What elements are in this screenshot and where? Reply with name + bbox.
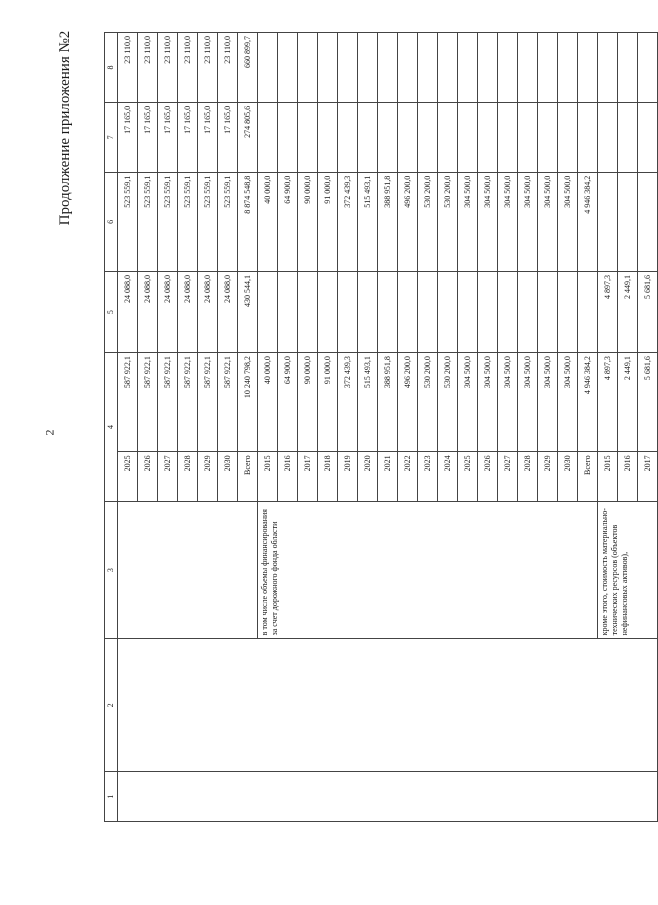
value-cell-c5: 4 897,3 <box>598 271 618 352</box>
value-cell-c8: 23 110,0 <box>218 33 238 103</box>
year-cell: 2027 <box>498 452 518 502</box>
value-cell-c4: 515 493,1 <box>358 353 378 452</box>
value-cell-c8 <box>558 33 578 103</box>
value-cell-c4: 304 500,0 <box>478 353 498 452</box>
value-cell-c4: 2 449,1 <box>618 353 638 452</box>
value-cell-c5 <box>298 271 318 352</box>
year-cell: 2026 <box>138 452 158 502</box>
value-cell-c8 <box>458 33 478 103</box>
value-cell-c8: 23 110,0 <box>158 33 178 103</box>
value-cell-c8 <box>618 33 638 103</box>
value-cell-c8: 660 899,7 <box>238 33 258 103</box>
value-cell-c7: 17 165,0 <box>118 102 138 172</box>
value-cell-c4: 5 681,6 <box>638 353 658 452</box>
value-cell-c8 <box>538 33 558 103</box>
value-cell-c4: 496 200,0 <box>398 353 418 452</box>
value-cell-c6: 90 000,0 <box>298 172 318 271</box>
value-cell-c6: 523 559,1 <box>178 172 198 271</box>
header-row <box>105 33 118 822</box>
value-cell-c6: 523 559,1 <box>138 172 158 271</box>
value-cell-c6: 304 500,0 <box>558 172 578 271</box>
year-cell: Всего <box>578 452 598 502</box>
value-cell-c6: 388 951,8 <box>378 172 398 271</box>
year-cell: Всего <box>238 452 258 502</box>
value-cell-c4: 4 897,3 <box>598 353 618 452</box>
year-cell: 2028 <box>178 452 198 502</box>
year-cell: 2022 <box>398 452 418 502</box>
year-cell: 2028 <box>518 452 538 502</box>
value-cell-c6: 304 500,0 <box>478 172 498 271</box>
value-cell-c6: 40 000,0 <box>258 172 278 271</box>
value-cell-c4: 304 500,0 <box>558 353 578 452</box>
value-cell-c6: 496 200,0 <box>398 172 418 271</box>
value-cell-c7 <box>598 102 618 172</box>
appendix-title: Продолжение приложения №2 <box>57 30 73 226</box>
group-description: в том числе объемы финансирования за счет дорожного фонда области <box>258 501 598 639</box>
value-cell-c4: 530 200,0 <box>418 353 438 452</box>
value-cell-c7: 17 165,0 <box>198 102 218 172</box>
value-cell-c7 <box>278 102 298 172</box>
value-cell-c8 <box>338 33 358 103</box>
value-cell-c4: 304 500,0 <box>458 353 478 452</box>
value-cell-c6: 530 200,0 <box>418 172 438 271</box>
value-cell-c4: 304 500,0 <box>498 353 518 452</box>
value-cell-c8 <box>318 33 338 103</box>
col-header: 3 <box>105 501 118 639</box>
value-cell-c5 <box>258 271 278 352</box>
value-cell-c8 <box>418 33 438 103</box>
value-cell-c7 <box>318 102 338 172</box>
year-cell: 2027 <box>158 452 178 502</box>
year-cell: 2026 <box>478 452 498 502</box>
value-cell-c7 <box>458 102 478 172</box>
value-cell-c5 <box>478 271 498 352</box>
year-cell: 2025 <box>458 452 478 502</box>
rotated-table-frame <box>104 32 652 822</box>
year-cell: 2019 <box>338 452 358 502</box>
value-cell-c5 <box>558 271 578 352</box>
value-cell-c5 <box>518 271 538 352</box>
value-cell-c5 <box>438 271 458 352</box>
group-description: кроме этого, стоимость материально-технических ресурсов (объектов нефинансовых активов), <box>598 501 658 639</box>
value-cell-c6: 523 559,1 <box>218 172 238 271</box>
value-cell-c5 <box>338 271 358 352</box>
table-row <box>118 33 138 822</box>
value-cell-c4: 4 946 384,2 <box>578 353 598 452</box>
value-cell-c6: 523 559,1 <box>158 172 178 271</box>
value-cell-c8 <box>258 33 278 103</box>
year-cell: 2017 <box>638 452 658 502</box>
year-cell: 2015 <box>598 452 618 502</box>
value-cell-c6: 91 000,0 <box>318 172 338 271</box>
value-cell-c4: 304 500,0 <box>538 353 558 452</box>
year-cell: 2018 <box>318 452 338 502</box>
value-cell-c8 <box>278 33 298 103</box>
value-cell-c4: 91 000,0 <box>318 353 338 452</box>
col-header: 7 <box>105 102 118 172</box>
value-cell-c5 <box>578 271 598 352</box>
value-cell-c5 <box>318 271 338 352</box>
value-cell-c6: 64 900,0 <box>278 172 298 271</box>
value-cell-c5: 2 449,1 <box>618 271 638 352</box>
value-cell-c7: 274 805,6 <box>238 102 258 172</box>
year-cell: 2025 <box>118 452 138 502</box>
value-cell-c8 <box>498 33 518 103</box>
value-cell-c6: 372 439,3 <box>338 172 358 271</box>
finance-table-container <box>104 32 652 822</box>
value-cell-c7 <box>478 102 498 172</box>
value-cell-c8 <box>438 33 458 103</box>
year-cell: 2021 <box>378 452 398 502</box>
value-cell-c5 <box>278 271 298 352</box>
value-cell-c5: 24 088,0 <box>158 271 178 352</box>
value-cell-c7 <box>338 102 358 172</box>
value-cell-c5 <box>418 271 438 352</box>
year-cell: 2016 <box>278 452 298 502</box>
value-cell-c4: 587 922,1 <box>138 353 158 452</box>
value-cell-c5 <box>378 271 398 352</box>
value-cell-c8: 23 110,0 <box>198 33 218 103</box>
finance-table <box>104 32 658 822</box>
value-cell-c6: 304 500,0 <box>498 172 518 271</box>
value-cell-c7: 17 165,0 <box>178 102 198 172</box>
value-cell-c7 <box>578 102 598 172</box>
value-cell-c8: 23 110,0 <box>118 33 138 103</box>
value-cell-c7 <box>358 102 378 172</box>
year-cell: 2030 <box>218 452 238 502</box>
value-cell-c7 <box>558 102 578 172</box>
year-cell: 2016 <box>618 452 638 502</box>
value-cell-c6: 304 500,0 <box>458 172 478 271</box>
value-cell-c4: 90 000,0 <box>298 353 318 452</box>
value-cell-c5: 24 088,0 <box>178 271 198 352</box>
value-cell-c4: 587 922,1 <box>158 353 178 452</box>
value-cell-c6: 515 493,1 <box>358 172 378 271</box>
value-cell-c8 <box>518 33 538 103</box>
year-cell: 2020 <box>358 452 378 502</box>
col-1-cell <box>118 772 658 822</box>
value-cell-c6: 304 500,0 <box>518 172 538 271</box>
value-cell-c7 <box>518 102 538 172</box>
value-cell-c7 <box>638 102 658 172</box>
year-cell: 2017 <box>298 452 318 502</box>
value-cell-c5: 24 088,0 <box>138 271 158 352</box>
page-number: 2 <box>42 429 57 436</box>
value-cell-c8 <box>358 33 378 103</box>
year-cell: 2023 <box>418 452 438 502</box>
value-cell-c6: 8 874 548,8 <box>238 172 258 271</box>
value-cell-c5: 24 088,0 <box>118 271 138 352</box>
value-cell-c5 <box>458 271 478 352</box>
value-cell-c7 <box>398 102 418 172</box>
value-cell-c4: 10 240 798,2 <box>238 353 258 452</box>
col-header: 4 <box>105 353 118 502</box>
year-cell: 2030 <box>558 452 578 502</box>
value-cell-c5: 430 544,1 <box>238 271 258 352</box>
value-cell-c4: 587 922,1 <box>118 353 138 452</box>
value-cell-c8 <box>478 33 498 103</box>
col-header: 5 <box>105 271 118 352</box>
value-cell-c7: 17 165,0 <box>218 102 238 172</box>
col-header: 8 <box>105 33 118 103</box>
value-cell-c8 <box>598 33 618 103</box>
value-cell-c4: 372 439,3 <box>338 353 358 452</box>
value-cell-c8 <box>638 33 658 103</box>
year-cell: 2029 <box>198 452 218 502</box>
col-header: 6 <box>105 172 118 271</box>
value-cell-c4: 304 500,0 <box>518 353 538 452</box>
value-cell-c5: 5 681,6 <box>638 271 658 352</box>
table-body <box>118 33 658 822</box>
value-cell-c7 <box>418 102 438 172</box>
year-cell: 2029 <box>538 452 558 502</box>
value-cell-c6: 4 946 384,2 <box>578 172 598 271</box>
value-cell-c7 <box>258 102 278 172</box>
value-cell-c7 <box>298 102 318 172</box>
value-cell-c5 <box>498 271 518 352</box>
value-cell-c6 <box>598 172 618 271</box>
value-cell-c5 <box>398 271 418 352</box>
value-cell-c7: 17 165,0 <box>138 102 158 172</box>
value-cell-c6 <box>638 172 658 271</box>
col-header: 1 <box>105 772 118 822</box>
value-cell-c5 <box>538 271 558 352</box>
value-cell-c8 <box>398 33 418 103</box>
value-cell-c8 <box>298 33 318 103</box>
value-cell-c4: 388 951,8 <box>378 353 398 452</box>
value-cell-c5: 24 088,0 <box>218 271 238 352</box>
col-header: 2 <box>105 639 118 772</box>
value-cell-c7 <box>498 102 518 172</box>
value-cell-c8 <box>578 33 598 103</box>
value-cell-c7 <box>438 102 458 172</box>
value-cell-c4: 530 200,0 <box>438 353 458 452</box>
value-cell-c8: 23 110,0 <box>178 33 198 103</box>
year-cell: 2024 <box>438 452 458 502</box>
value-cell-c7: 17 165,0 <box>158 102 178 172</box>
value-cell-c7 <box>538 102 558 172</box>
value-cell-c8: 23 110,0 <box>138 33 158 103</box>
value-cell-c7 <box>378 102 398 172</box>
group-description <box>118 501 258 639</box>
value-cell-c6 <box>618 172 638 271</box>
value-cell-c4: 587 922,1 <box>198 353 218 452</box>
value-cell-c4: 587 922,1 <box>218 353 238 452</box>
value-cell-c4: 40 000,0 <box>258 353 278 452</box>
value-cell-c5 <box>358 271 378 352</box>
value-cell-c6: 304 500,0 <box>538 172 558 271</box>
value-cell-c6: 523 559,1 <box>198 172 218 271</box>
year-cell: 2015 <box>258 452 278 502</box>
value-cell-c5: 24 088,0 <box>198 271 218 352</box>
value-cell-c8 <box>378 33 398 103</box>
col-2-cell <box>118 639 658 772</box>
value-cell-c4: 587 922,1 <box>178 353 198 452</box>
value-cell-c6: 530 200,0 <box>438 172 458 271</box>
value-cell-c7 <box>618 102 638 172</box>
value-cell-c6: 523 559,1 <box>118 172 138 271</box>
value-cell-c4: 64 900,0 <box>278 353 298 452</box>
